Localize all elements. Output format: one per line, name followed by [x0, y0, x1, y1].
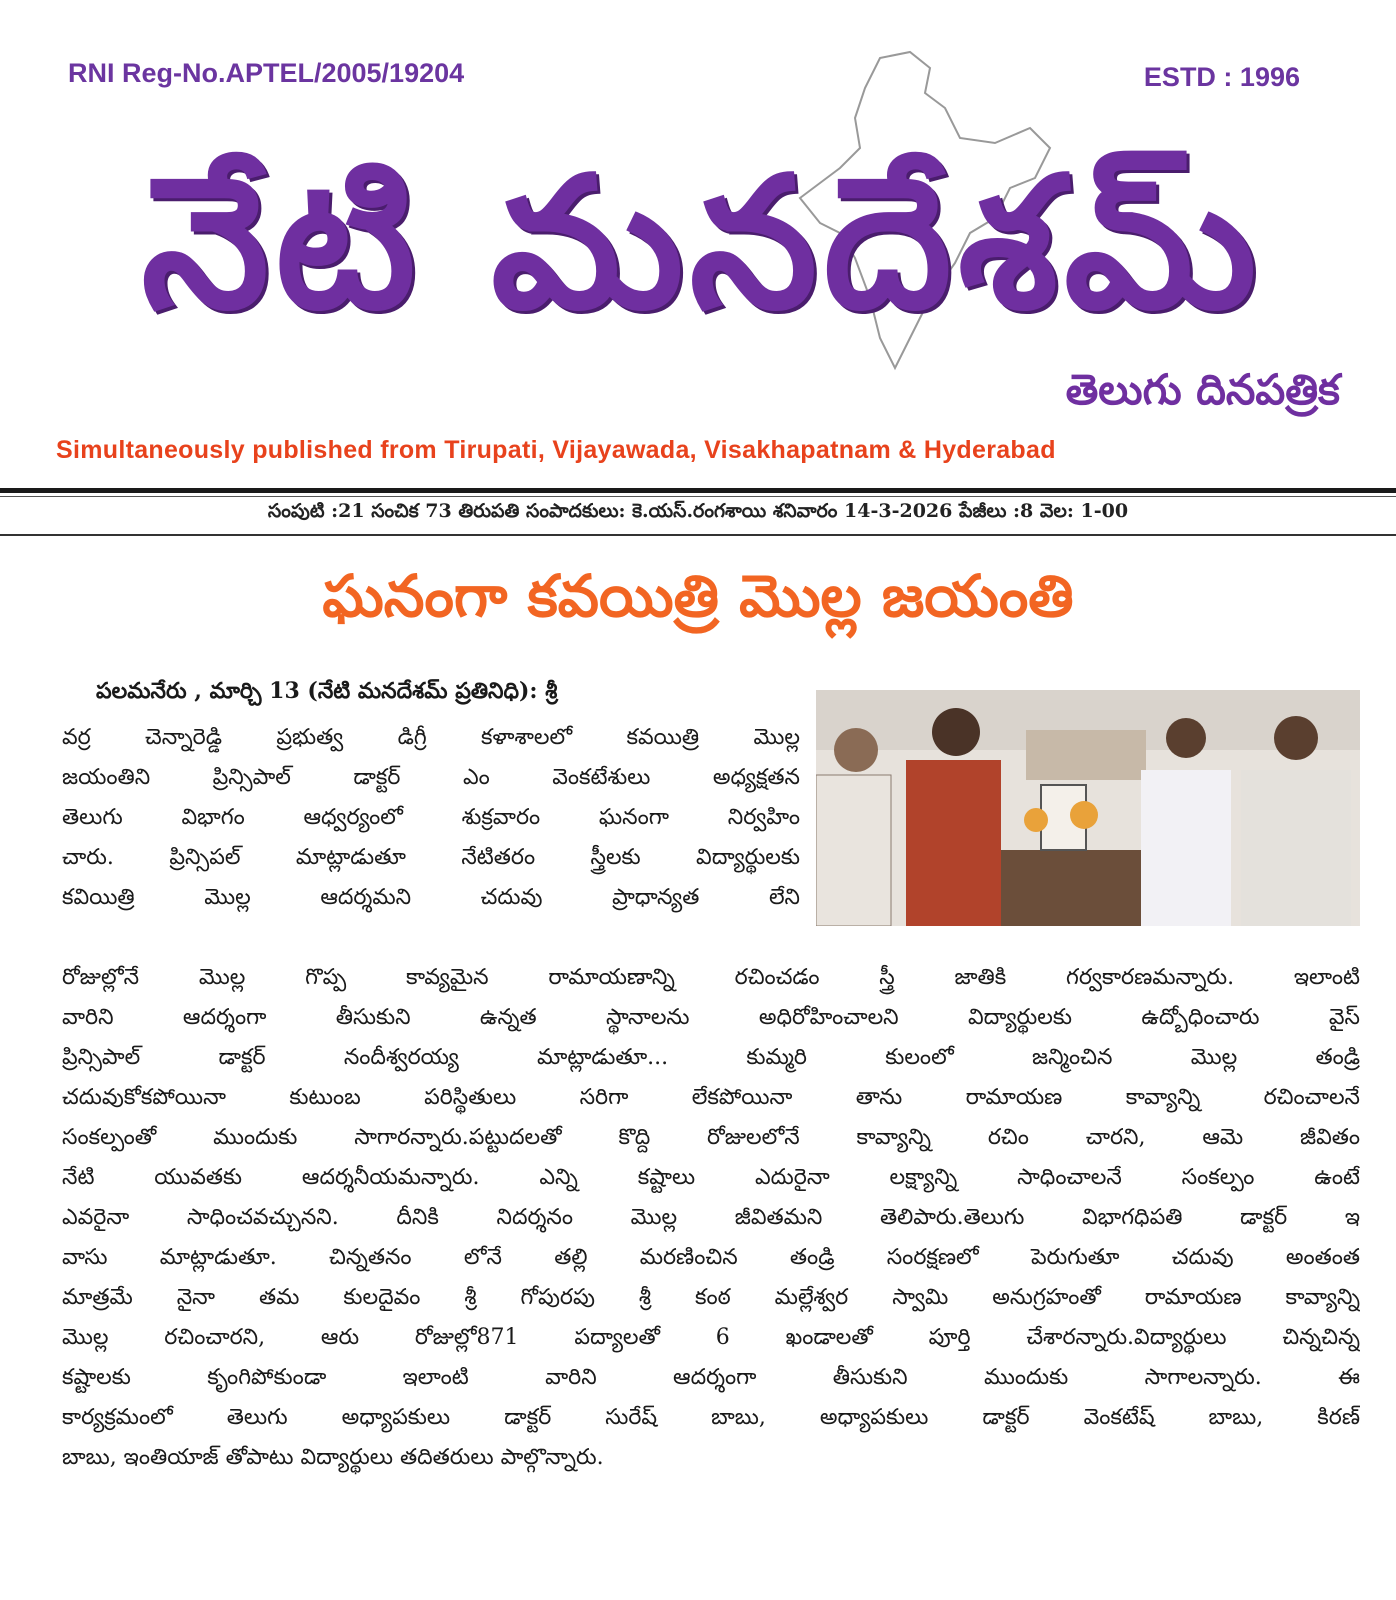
body-line: చదువుకోకపోయినా కుటుంబ పరిస్థితులు సరిగా లేకపోయినా తాను రామాయణ కావ్యాన్ని రచించాలనే	[62, 1085, 1360, 1110]
body-line: ప్రిన్సిపాల్ డాక్టర్ నందీశ్వరయ్య మాట్లాడుతూ... కుమ్మరి కులంలో జన్మించిన మొల్ల తండ్రి	[62, 1045, 1360, 1070]
body-line: బాబు, ఇంతియాజ్ తోపాటు విద్యార్థులు తదితరులు పాల్గొన్నారు.	[62, 1445, 604, 1470]
body-line: సంకల్పంతో ముందుకు సాగారన్నారు.పట్టుదలతో కొద్ది రోజులలోనే కావ్యాన్ని రచిం చారని, ఆమె జీవితం	[62, 1125, 1360, 1150]
editions-line: Simultaneously published from Tirupati, Vijayawada, Visakhapatnam & Hyderabad	[56, 436, 1056, 464]
body-line: మొల్ల రచించారని, ఆరు రోజుల్లో871 పద్యాలతో 6 ఖండాలతో పూర్తి చేశారన్నారు.విద్యార్థులు చిన్నచిన్న	[62, 1325, 1360, 1350]
body-line: చారు. ప్రిన్సిపల్ మాట్లాడుతూ నేటితరం స్త్రీలకు విద్యార్థులకు	[62, 845, 800, 870]
body-line: ఎవరైనా సాధించవచ్చునని. దీనికి నిదర్శనం మొల్ల జీవితమని తెలిపారు.తెలుగు విభాగధిపతి డాక్టర్ ఇ	[62, 1205, 1360, 1230]
body-line: నేటి యువతకు ఆదర్శనీయమన్నారు. ఎన్ని కష్టాలు ఎదురైనా లక్ష్యాన్ని సాధించాలనే సంకల్పం ఉంటే	[62, 1165, 1360, 1190]
body-line: తెలుగు విభాగం ఆధ్వర్యంలో శుక్రవారం ఘనంగా నిర్వహిం	[62, 805, 800, 830]
body-line: వర్ర చెన్నారెడ్డి ప్రభుత్వ డిగ్రీ కళాశాలలో కవయిత్రి మొల్ల	[62, 725, 800, 750]
established-year: ESTD : 1996	[1143, 62, 1300, 92]
article-body-narrow	[62, 718, 800, 918]
divider	[0, 534, 1396, 536]
byline-tail: శ్రీ	[537, 678, 558, 704]
masthead-title: నేటి మనదేశమ్	[141, 137, 1263, 349]
masthead-subtitle: తెలుగు దినపత్రిక	[1065, 365, 1340, 414]
divider	[0, 488, 1396, 493]
article-byline	[96, 678, 796, 709]
article-photo	[816, 690, 1360, 926]
body-line: మాత్రమే నైనా తమ కులదైవం శ్రీ గోపురపు శ్రీ కంఠ మల్లేశ్వర స్వామి అనుగ్రహంతో రామాయణ కావ్యాన్ని	[62, 1285, 1360, 1310]
divider	[0, 496, 1396, 497]
body-line: కష్టాలకు కృంగిపోకుండా ఇలాంటి వారిని ఆదర్శంగా తీసుకుని ముందుకు సాగాలన్నారు. ఈ	[62, 1365, 1360, 1390]
body-line: కవియిత్రి మొల్ల ఆదర్శమని చదువు ప్రాధాన్యత లేని	[62, 885, 800, 910]
registration-number: RNI Reg-No.APTEL/2005/19204	[68, 58, 465, 88]
body-line: జయంతిని ప్రిన్సిపాల్ డాక్టర్ ఎం వెంకటేశులు అధ్యక్షతన	[62, 765, 800, 790]
issue-info-bar: సంపుటి :21 సంచిక 73 తిరుపతి సంపాదకులు: కె.యస్.రంగశాయి శనివారం 14-3-2026 పేజీలు :8 వెల: 1-00	[267, 500, 1129, 522]
body-line: వాసు మాట్లాడుతూ. చిన్నతనం లోనే తల్లి మరణించిన తండ్రి సంరక్షణలో పెరుగుతూ చదువు అంతంత	[62, 1245, 1360, 1270]
byline-dateline: పలమనేరు , మార్చి 13 (నేటి మనదేశమ్ ప్రతినిధి):	[96, 678, 538, 704]
article-body-wide	[62, 958, 1360, 1478]
body-line: వారిని ఆదర్శంగా తీసుకుని ఉన్నత స్థానాలను అధిరోహించాలని విద్యార్థులకు ఉద్బోధించారు వైస్	[62, 1005, 1360, 1030]
article-headline: ఘనంగా కవయిత్రి మొల్ల జయంతి	[322, 562, 1074, 630]
body-line: రోజుల్లోనే మొల్ల గొప్ప కావ్యమైన రామాయణాన్ని రచించడం స్త్రీ జాతికి గర్వకారణమన్నారు. ఇలాంటి	[62, 965, 1360, 990]
body-line: కార్యక్రమంలో తెలుగు అధ్యాపకులు డాక్టర్ సురేష్ బాబు, అధ్యాపకులు డాక్టర్ వెంకటేష్ బాబు, కిరణ్	[62, 1405, 1360, 1430]
